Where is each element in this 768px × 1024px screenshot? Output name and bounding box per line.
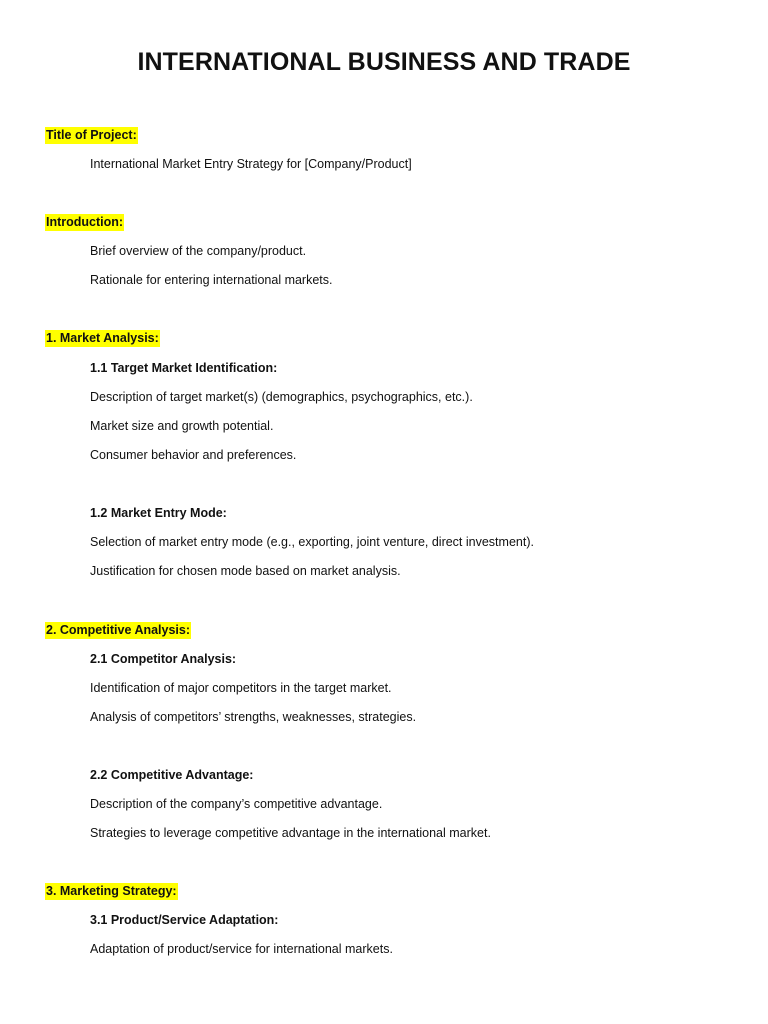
introduction-line: Rationale for entering international markets. — [90, 273, 333, 287]
competitive-advantage-heading: 2.2 Competitive Advantage: — [90, 768, 254, 782]
introduction-line: Brief overview of the company/product. — [90, 244, 307, 258]
competitive-advantage-line: Description of the company’s competitive advantage. — [90, 797, 383, 811]
page-title: INTERNATIONAL BUSINESS AND TRADE — [137, 48, 631, 76]
introduction-heading: Introduction: — [46, 215, 124, 229]
project-text: International Market Entry Strategy for [Company/Product] — [90, 157, 412, 171]
target-market-line: Consumer behavior and preferences. — [90, 448, 297, 462]
marketing-strategy-heading: 3. Marketing Strategy: — [46, 884, 177, 898]
competitor-analysis-heading: 2.1 Competitor Analysis: — [90, 652, 237, 666]
project-heading: Title of Project: — [46, 128, 137, 142]
competitor-analysis-line: Identification of major competitors in the target market. — [90, 681, 392, 695]
competitive-analysis-heading: 2. Competitive Analysis: — [46, 623, 191, 637]
product-adaptation-line: Adaptation of product/service for international markets. — [90, 942, 393, 956]
target-market-line: Market size and growth potential. — [90, 419, 274, 433]
product-adaptation-heading: 3.1 Product/Service Adaptation: — [90, 913, 279, 927]
entry-mode-line: Selection of market entry mode (e.g., exporting, joint venture, direct investment). — [90, 535, 534, 549]
entry-mode-line: Justification for chosen mode based on market analysis. — [90, 564, 401, 578]
competitor-analysis-line: Analysis of competitors’ strengths, weaknesses, strategies. — [90, 710, 417, 724]
competitive-advantage-line: Strategies to leverage competitive advantage in the international market. — [90, 826, 491, 840]
target-market-heading: 1.1 Target Market Identification: — [90, 361, 278, 375]
entry-mode-heading: 1.2 Market Entry Mode: — [90, 506, 227, 520]
target-market-line: Description of target market(s) (demographics, psychographics, etc.). — [90, 390, 473, 404]
market-analysis-heading: 1. Market Analysis: — [46, 331, 159, 345]
